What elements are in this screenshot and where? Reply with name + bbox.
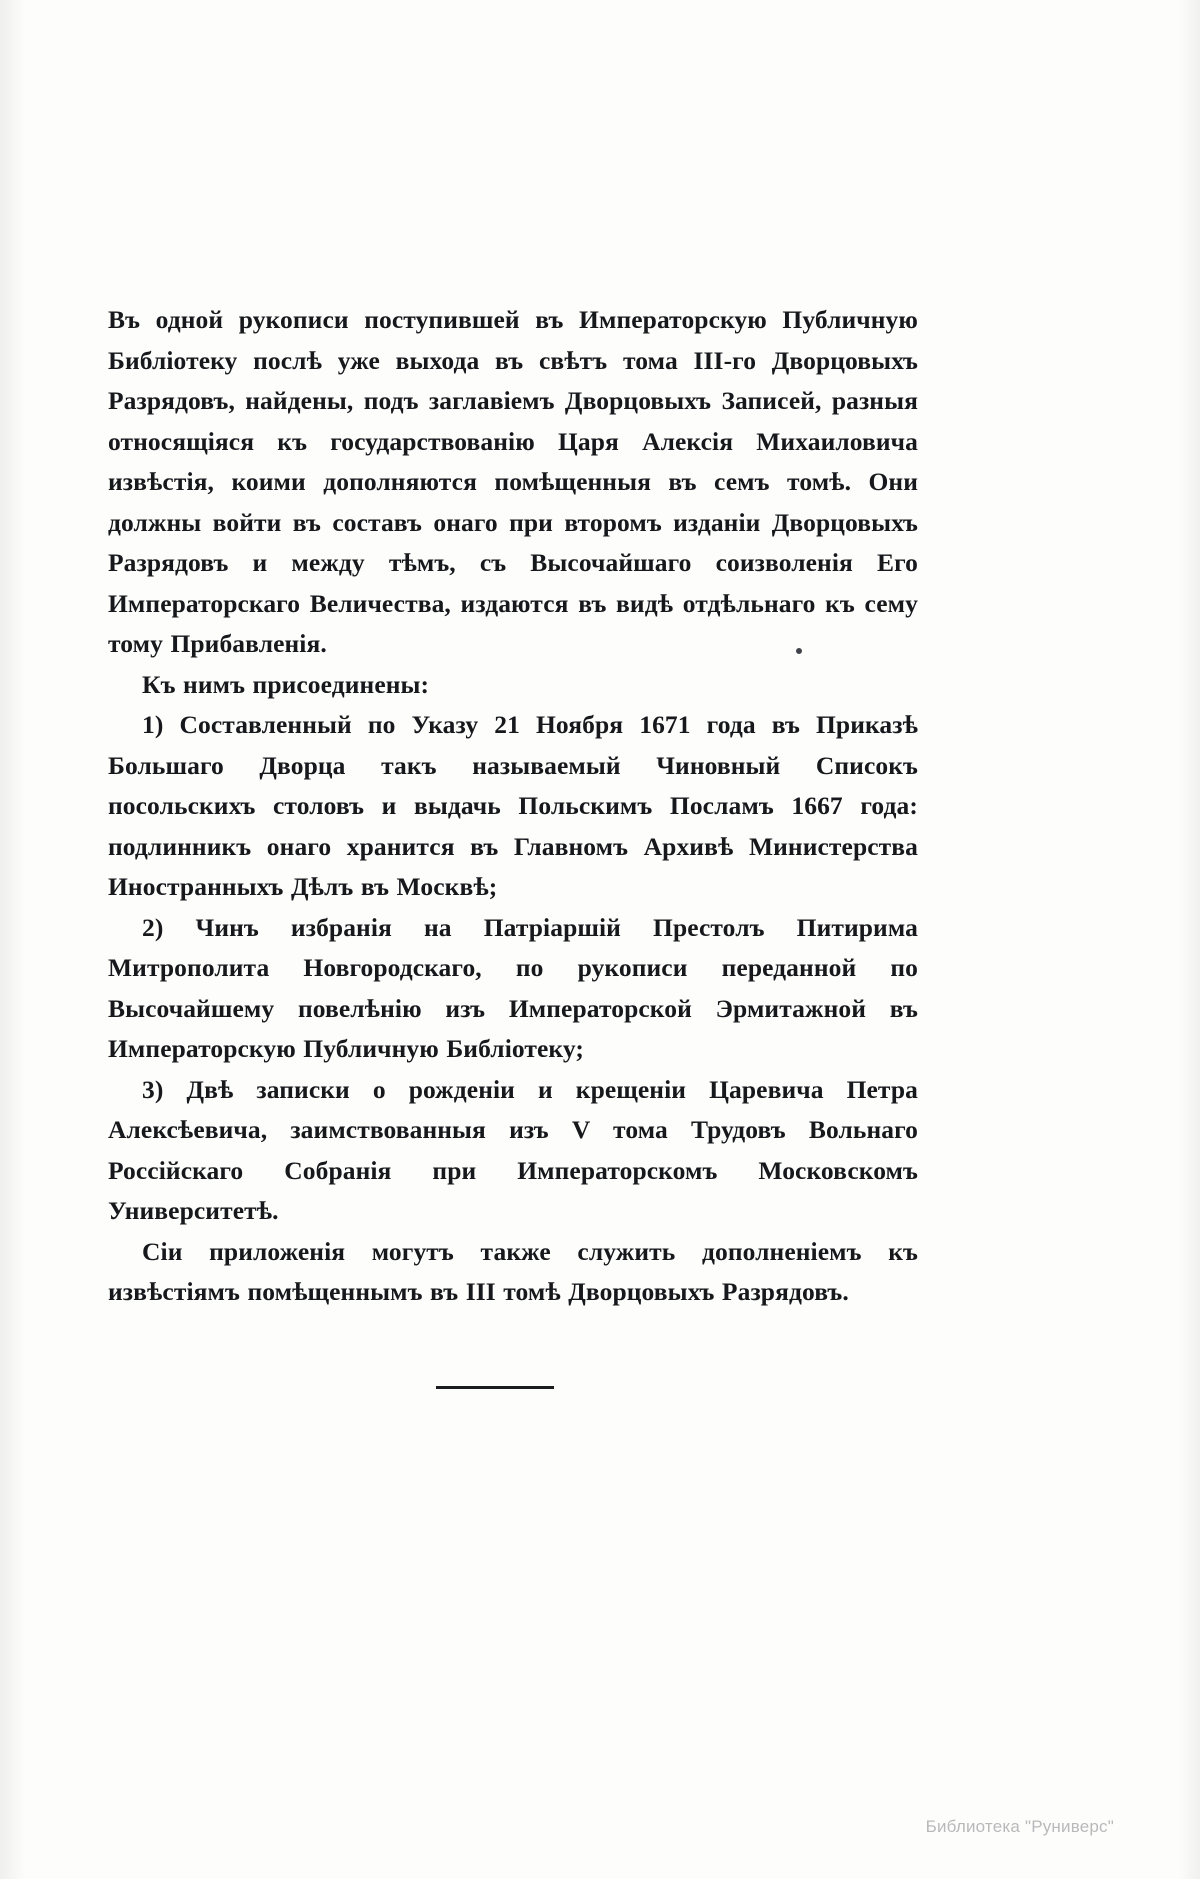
paragraph-intro: Въ одной рукописи поступившей въ Императорскую Публичную Библіотеку послѣ уже выхода въ свѣтъ тома III-го Дворцовыхъ Разрядовъ, найдены, подъ заглавіемъ Дворцовыхъ Записей, разныя относящіяся къ государствованію Царя Алексія Михаиловича извѣстія, коими дополняются помѣщенныя въ семъ томѣ. Они должны войти въ составъ онаго при второмъ изданіи Дворцовыхъ Разрядовъ и между тѣмъ, съ Высочайшаго соизволенія Его Императорскаго Величества, издаются въ видѣ отдѣльнаго къ сему тому Прибавленія. xyxy=(108,305,918,658)
ink-speck xyxy=(796,648,802,654)
list-item-1: 1) Составленный по Указу 21 Ноября 1671 года въ Приказѣ Большаго Дворца такъ называемый Чиновный Списокъ посольскихъ столовъ и выдачь Польскимъ Посламъ 1667 года: подлинникъ онаго хранится въ Главномъ Архивѣ Министерства Иностранныхъ Дѣлъ въ Москвѣ; xyxy=(108,710,918,901)
paragraph-lead-in: Къ нимъ присоединены: xyxy=(142,669,430,699)
section-divider xyxy=(436,1386,554,1389)
page-text-block xyxy=(108,300,918,1313)
list-item-2: 2) Чинъ избранія на Патріаршій Престолъ Питирима Митрополита Новгородскаго, по рукописи переданной по Высочайшему повелѣнію изъ Императорской Эрмитажной въ Императорскую Публичную Библіотеку; xyxy=(108,912,918,1063)
library-watermark: Библиотека "Руниверс" xyxy=(925,1817,1114,1836)
list-item-3: 3) Двѣ записки о рожденіи и крещеніи Царевича Петра Алексѣевича, заимствованныя изъ V тома Трудовъ Вольнаго Россійскаго Собранія при Императорскомъ Московскомъ Университетѣ. xyxy=(108,1074,918,1225)
paragraph-closing: Сіи приложенія могутъ также служить дополненіемъ къ извѣстіямъ помѣщеннымъ въ III томѣ Дворцовыхъ Разрядовъ. xyxy=(108,1236,918,1306)
